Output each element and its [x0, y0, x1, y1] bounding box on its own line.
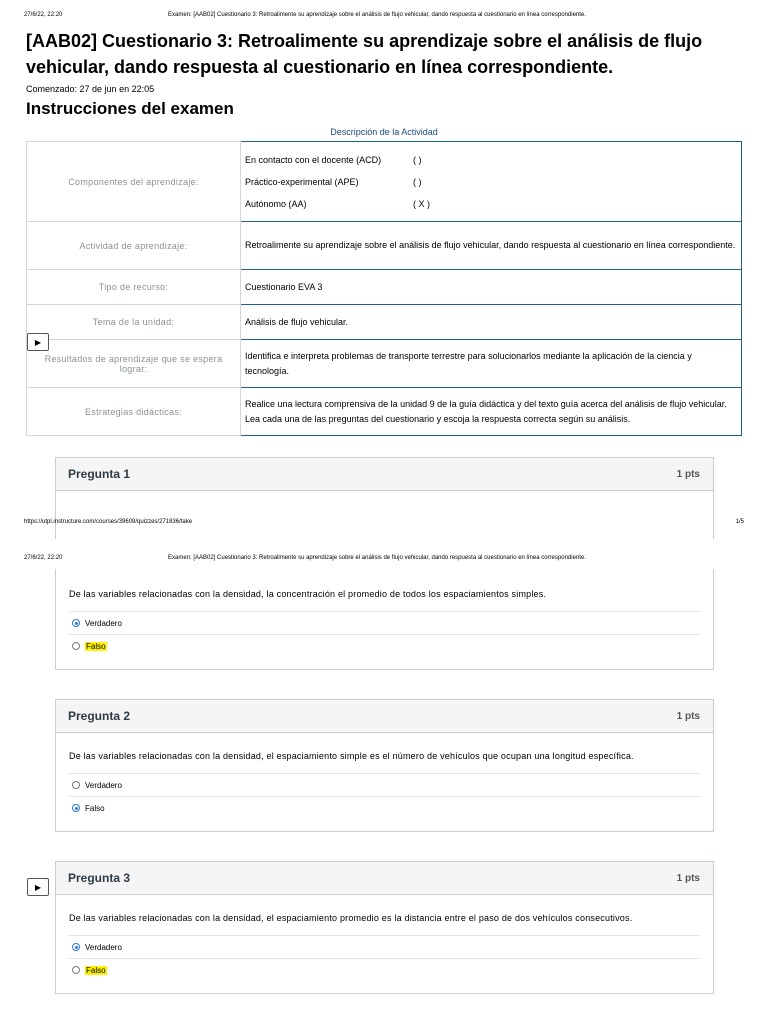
media-play-button[interactable] [27, 333, 49, 351]
instructions-heading: Instrucciones del examen [26, 99, 234, 118]
print-title: Examen: [AAB02] Cuestionario 3: Retroalimente su aprendizaje sobre el análisis de flujo vehicular, dando respuesta al cuestionario en línea correspondiente. [168, 555, 586, 561]
print-date: 27/6/22, 22:20 [24, 555, 63, 561]
answer-option-verdadero[interactable]: Verdadero [69, 611, 700, 634]
print-header [0, 555, 768, 569]
activity-description-table [26, 127, 742, 436]
play-icon: ▶ [34, 882, 42, 892]
row-value: Análisis de flujo vehicular. [241, 305, 742, 340]
question-points: 1 pts [676, 710, 700, 722]
print-header [0, 12, 768, 26]
row-label: Actividad de aprendizaje: [27, 222, 241, 270]
table-row [27, 305, 742, 340]
row-label: Tema de la unidad: [27, 305, 241, 340]
components-value [241, 142, 742, 222]
table-row [27, 270, 742, 305]
started-time: Comenzado: 27 de jun en 22:05 [26, 84, 155, 94]
print-title: Examen: [AAB02] Cuestionario 3: Retroalimente su aprendizaje sobre el análisis de flujo vehicular, dando respuesta al cuestionario en línea correspondiente. [168, 12, 586, 18]
row-label: Estrategias didácticas: [27, 388, 241, 436]
radio-unchecked[interactable] [72, 781, 80, 789]
component-item: En contacto con el docente (ACD) ( ) [245, 154, 422, 165]
question-text: De las variables relacionadas con la densidad, el espaciamiento simple es el número de vehículos que ocupan una longitud específica. [69, 751, 634, 761]
question-title: Pregunta 2 [68, 709, 131, 723]
question-card-1-body [55, 569, 714, 670]
question-header [56, 862, 713, 895]
component-item: Autónomo (AA) ( X ) [245, 198, 430, 209]
row-label: Resultados de aprendizaje que se espera lograr: [27, 340, 241, 388]
answer-option-falso[interactable]: Falso [69, 634, 700, 657]
row-value: Cuestionario EVA 3 [241, 270, 742, 305]
question-points: 1 pts [676, 468, 700, 480]
print-page-number: 1/5 [735, 519, 744, 525]
question-header [56, 700, 713, 733]
activity-caption: Descripción de la Actividad [330, 127, 438, 137]
question-text: De las variables relacionadas con la densidad, la concentración el promedio de todos los espaciamientos simples. [69, 589, 547, 599]
play-icon: ▶ [34, 337, 42, 347]
question-header [56, 458, 713, 491]
radio-checked[interactable] [72, 943, 80, 951]
question-card-3 [55, 861, 714, 994]
media-play-button[interactable] [27, 878, 49, 896]
radio-checked[interactable] [72, 804, 80, 812]
question-title: Pregunta 1 [68, 467, 131, 481]
row-value: Realice una lectura comprensiva de la unidad 9 de la guía didáctica y del texto guía acerca del análisis de flujo vehicular. Lea cada una de las preguntas del cuestionario y escoja la respuesta correcta según su análisis. [241, 388, 742, 436]
quiz-title: [AAB02] Cuestionario 3: Retroalimente su aprendizaje sobre el análisis de flujo vehicular, dando respuesta al cuestionario en línea correspondiente. [26, 31, 703, 77]
print-date: 27/6/22, 22:20 [24, 12, 63, 18]
row-label: Tipo de recurso: [27, 270, 241, 305]
question-card-1 [55, 457, 714, 539]
table-row [27, 388, 742, 436]
radio-checked[interactable] [72, 619, 80, 627]
row-value: Identifica e interpreta problemas de transporte terrestre para solucionarlos mediante la aplicación de la ciencia y tecnología. [241, 340, 742, 388]
radio-unchecked[interactable] [72, 966, 80, 974]
print-url: https://utpl.instructure.com/courses/39609/quizzes/271836/take [24, 519, 193, 525]
components-label: Componentes del aprendizaje: [27, 142, 241, 222]
component-item: Práctico-experimental (APE) ( ) [245, 176, 422, 187]
question-points: 1 pts [676, 872, 700, 884]
answer-option-verdadero[interactable]: Verdadero [69, 773, 700, 796]
question-title: Pregunta 3 [68, 871, 131, 885]
question-text: De las variables relacionadas con la densidad, el espaciamiento promedio es la distancia entre el paso de dos vehículos consecutivos. [69, 913, 633, 923]
question-card-2 [55, 699, 714, 832]
table-row [27, 222, 742, 270]
row-value: Retroalimente su aprendizaje sobre el análisis de flujo vehicular, dando respuesta al cuestionario en línea correspondiente. [241, 222, 742, 270]
radio-unchecked[interactable] [72, 642, 80, 650]
answer-option-falso[interactable]: Falso [69, 958, 700, 981]
answer-option-verdadero[interactable]: Verdadero [69, 935, 700, 958]
answer-option-falso[interactable]: Falso [69, 796, 700, 819]
table-row [27, 340, 742, 388]
table-row [27, 142, 742, 222]
